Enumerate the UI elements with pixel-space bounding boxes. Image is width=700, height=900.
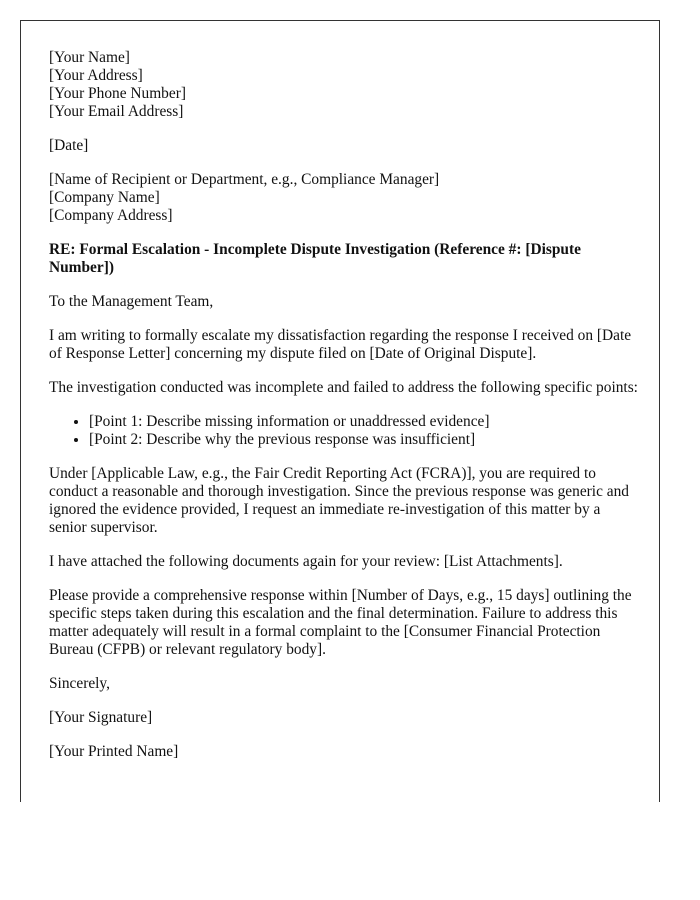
- signature-placeholder: [Your Signature]: [49, 709, 153, 726]
- recipient-company: [Company Name]: [49, 189, 160, 206]
- recipient-block: [49, 171, 639, 225]
- sender-email: [Your Email Address]: [49, 103, 184, 120]
- points-intro-paragraph: The investigation conducted was incomplete and failed to address the following specific points:: [49, 379, 638, 396]
- request-paragraph: Please provide a comprehensive response within [Number of Days, e.g., 15 days] outlining the specific steps taken during this escalation and the final determination. Failure to address this matter adequately will result in a formal complaint to the [Consumer Financial Protection Bureau (CFPB) or relevant regulatory body].: [49, 587, 632, 658]
- letter-body: [49, 49, 639, 777]
- printed-name: [Your Printed Name]: [49, 743, 179, 760]
- letter-page: [20, 20, 660, 802]
- recipient-address: [Company Address]: [49, 207, 173, 224]
- point-item: • [Point 2: Describe why the previous response was insufficient]: [89, 431, 639, 449]
- points-list: [49, 413, 639, 449]
- letter-date: [Date]: [49, 137, 89, 154]
- sender-block: [49, 49, 639, 121]
- attachments-paragraph: I have attached the following documents again for your review: [List Attachments].: [49, 553, 563, 570]
- intro-paragraph: I am writing to formally escalate my dissatisfaction regarding the response I received on [Date of Response Letter] concerning my dispute filed on [Date of Original Dispute].: [49, 327, 632, 362]
- sender-address: [Your Address]: [49, 67, 143, 84]
- valediction: Sincerely,: [49, 675, 110, 692]
- salutation: To the Management Team,: [49, 293, 214, 310]
- law-paragraph: Under [Applicable Law, e.g., the Fair Credit Reporting Act (FCRA)], you are required to conduct a reasonable and thorough investigation. Since the previous response was generic and ignored the evidence provided, I request an immediate re-investigation of this matter by a senior supervisor.: [49, 465, 629, 536]
- recipient-name: [Name of Recipient or Department, e.g., Compliance Manager]: [49, 171, 440, 188]
- sender-phone: [Your Phone Number]: [49, 85, 186, 102]
- subject-line: RE: Formal Escalation - Incomplete Dispute Investigation (Reference #: [Dispute Number]): [49, 241, 581, 276]
- point-item: • [Point 1: Describe missing information or unaddressed evidence]: [89, 413, 639, 431]
- sender-name: [Your Name]: [49, 49, 130, 66]
